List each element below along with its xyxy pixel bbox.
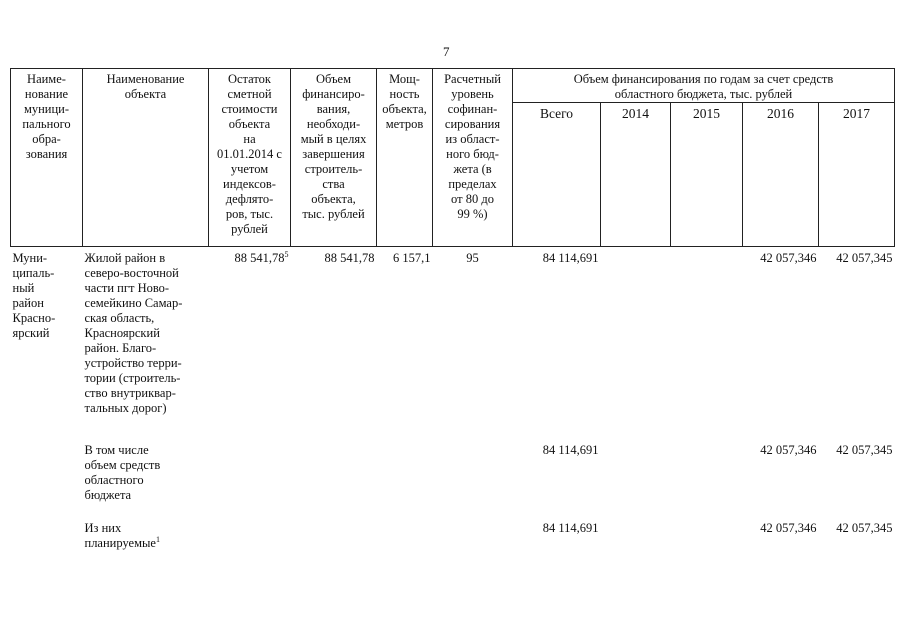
empty-cell bbox=[291, 429, 377, 505]
empty-cell bbox=[291, 505, 377, 551]
level-cell: 95 bbox=[466, 251, 479, 265]
empty-cell bbox=[377, 505, 433, 551]
y2016-cell: 42 057,346 bbox=[760, 251, 817, 265]
empty-cell bbox=[433, 429, 513, 505]
sub-label-cell: В том числе объем средств областного бюджета bbox=[84, 443, 161, 502]
table-row bbox=[11, 247, 895, 430]
header-capacity: Мощ- ность объекта, метров bbox=[377, 69, 433, 247]
y2015-cell bbox=[671, 247, 743, 430]
total-cell: 84 114,691 bbox=[542, 443, 599, 457]
empty-cell bbox=[671, 505, 743, 551]
page-number: 7 bbox=[443, 44, 450, 59]
empty-cell bbox=[11, 429, 83, 505]
object-cell: Жилой район в северо-восточной части пгт Ново- семейкино Самар- ская область, Красноярский район. Благо- устройство терри- тории (строитель- ство внутриквар- тальных дорог) bbox=[84, 251, 183, 415]
y2016-cell: 42 057,346 bbox=[760, 521, 817, 535]
empty-cell bbox=[671, 429, 743, 505]
header-funding-by-years: Объем финансирования по годам за счет средств областного бюджета, тыс. рублей bbox=[513, 69, 895, 103]
header-year-2015: 2015 bbox=[671, 103, 743, 247]
header-year-2017: 2017 bbox=[819, 103, 895, 247]
empty-cell bbox=[11, 505, 83, 551]
header-municipality: Наиме- нование муници- пального обра- зования bbox=[11, 69, 83, 247]
y2017-cell: 42 057,345 bbox=[836, 521, 893, 535]
empty-cell bbox=[209, 429, 291, 505]
header-year-2016: 2016 bbox=[743, 103, 819, 247]
y2016-cell: 42 057,346 bbox=[760, 443, 817, 457]
header-year-total: Всего bbox=[513, 103, 601, 247]
empty-cell bbox=[209, 505, 291, 551]
empty-cell bbox=[433, 505, 513, 551]
y2014-cell bbox=[601, 247, 671, 430]
municipality-cell: Муни- ципаль- ный район Красно- ярский bbox=[12, 251, 56, 340]
y2017-cell: 42 057,345 bbox=[836, 443, 893, 457]
empty-cell bbox=[377, 429, 433, 505]
table-row bbox=[11, 505, 895, 551]
footnote-marker: 1 bbox=[155, 534, 160, 544]
total-cell: 84 114,691 bbox=[542, 251, 599, 265]
footnote-marker: 5 bbox=[284, 249, 289, 259]
remaining-cost-cell bbox=[209, 247, 291, 430]
header-funding-needed: Объем финансиро- вания, необходи- мый в целях завершения строитель- ства объекта, тыс. рублей bbox=[291, 69, 377, 247]
funding-needed-cell: 88 541,78 bbox=[324, 251, 375, 265]
funding-table bbox=[10, 68, 895, 551]
total-cell: 84 114,691 bbox=[542, 521, 599, 535]
header-year-2014: 2014 bbox=[601, 103, 671, 247]
empty-cell bbox=[601, 429, 671, 505]
sub2-label-cell bbox=[83, 505, 209, 551]
header-object-name: Наименование объекта bbox=[83, 69, 209, 247]
header-remaining-cost: Остаток сметной стоимости объекта на 01.01.2014 с учетом индексов- дефлято- ров, тыс. рублей bbox=[209, 69, 291, 247]
header-cofinancing-level: Расчетный уровень софинан- сирования из област- ного бюд- жета (в пределах от 80 до 99 %) bbox=[433, 69, 513, 247]
remaining-cost-value: 88 541,78 bbox=[234, 251, 285, 265]
sub2-label: Из них планируемые bbox=[84, 521, 156, 550]
y2017-cell: 42 057,345 bbox=[836, 251, 893, 265]
table-row bbox=[11, 429, 895, 505]
empty-cell bbox=[601, 505, 671, 551]
capacity-cell: 6 157,1 bbox=[393, 251, 431, 265]
